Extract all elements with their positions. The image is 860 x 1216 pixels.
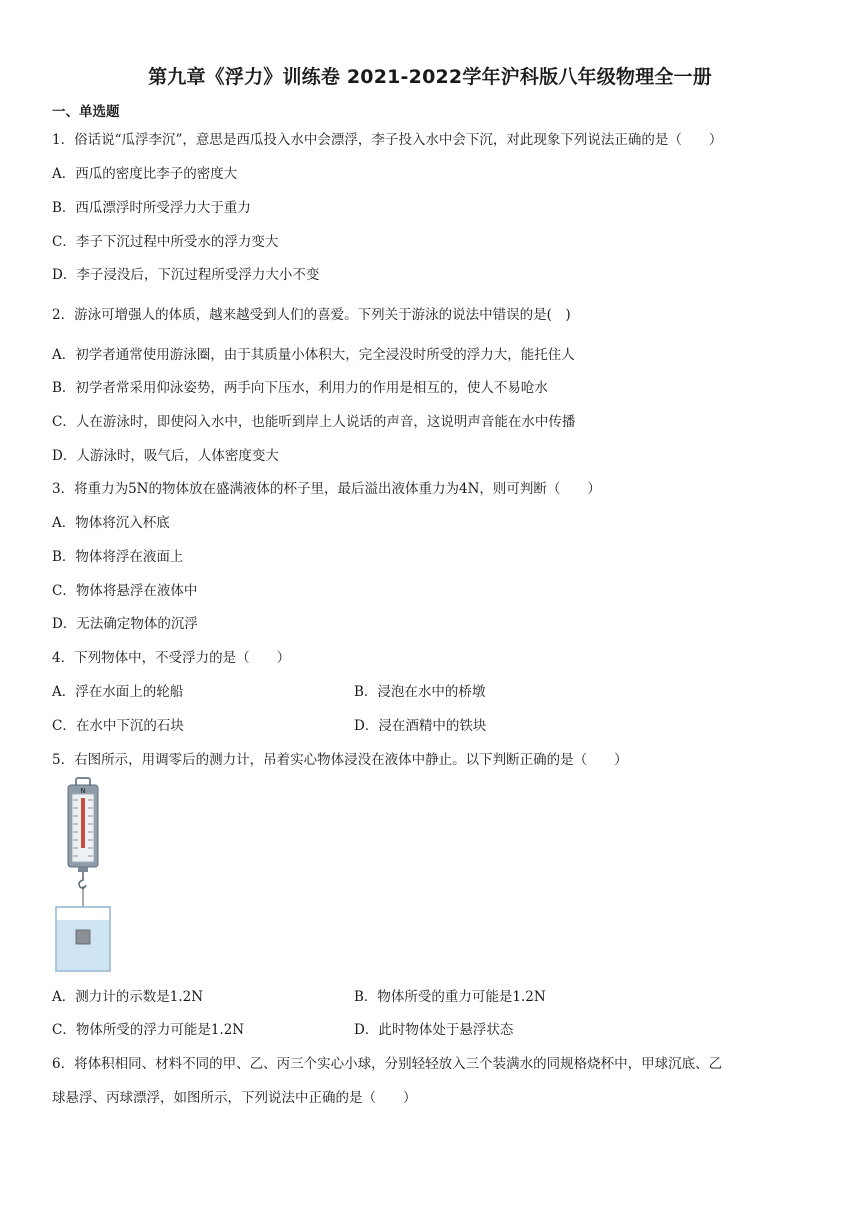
page-title: 第九章《浮力》训练卷 2021-2022学年沪科版八年级物理全一册: [148, 66, 712, 88]
question-4-option-c: C．在水中下沉的石块: [52, 718, 184, 734]
question-5-option-c: C．物体所受的浮力可能是1.2N: [52, 1022, 245, 1038]
question-4-option-d: D．浸在酒精中的铁块: [354, 718, 487, 734]
question-3-option-c: C．物体将悬浮在液体中: [52, 583, 198, 599]
hook-icon: [79, 872, 86, 888]
question-6-stem-line-2: 球悬浮、丙球漂浮，如图所示，下列说法中正确的是（ ）: [52, 1090, 417, 1106]
section-heading: 一、单选题: [52, 104, 120, 120]
spring-scale-figure: [50, 776, 116, 976]
question-2-option-a: A．初学者通常使用游泳圈，由于其质量小体积大，完全浸没时所受的浮力大，能托住人: [52, 347, 575, 363]
question-1-option-b: B．西瓜漂浮时所受浮力大于重力: [52, 200, 251, 216]
question-5-option-a: A．测力计的示数是1.2N: [52, 989, 204, 1005]
question-2-option-b: B．初学者常采用仰泳姿势，两手向下压水，利用力的作用是相互的，使人不易呛水: [52, 380, 548, 396]
question-1-option-a: A．西瓜的密度比李子的密度大: [52, 166, 238, 182]
question-5-stem: 5．右图所示，用调零后的测力计，吊着实心物体浸没在液体中静止。以下判断正确的是（ ）: [52, 752, 628, 768]
question-3-option-a: A．物体将沉入杯底: [52, 515, 170, 531]
question-3-option-b: B．物体将浮在液面上: [52, 549, 184, 565]
solid-object-icon: [76, 930, 90, 944]
question-4-option-a: A．浮在水面上的轮船: [52, 684, 184, 700]
liquid-fill: [57, 920, 109, 970]
question-1-stem: 1．俗话说“瓜浮李沉”，意思是西瓜投入水中会漂浮，李子投入水中会下沉，对此现象下列说法正确的是（ ）: [52, 132, 723, 148]
question-5-option-d: D．此时物体处于悬浮状态: [354, 1022, 514, 1038]
question-2-option-c: C．人在游泳时，即使闷入水中，也能听到岸上人说话的声音，这说明声音能在水中传播: [52, 414, 576, 430]
gauge-indicator: [81, 798, 85, 848]
question-4-stem: 4．下列物体中，不受浮力的是（ ）: [52, 650, 291, 666]
question-2-option-d: D．人游泳时，吸气后，人体密度变大: [52, 448, 279, 464]
question-4-option-b: B．浸泡在水中的桥墩: [354, 684, 486, 700]
question-6-stem-line-1: 6．将体积相同、材料不同的甲、乙、丙三个实心小球，分别轻轻放入三个装满水的同规格烧杯中，甲球沉底、乙: [52, 1056, 723, 1072]
question-3-option-d: D．无法确定物体的沉浮: [52, 616, 198, 632]
question-3-stem: 3．将重力为5N的物体放在盛满液体的杯子里，最后溢出液体重力为4N，则可判断（ ）: [52, 481, 601, 497]
question-5-option-b: B．物体所受的重力可能是1.2N: [354, 989, 546, 1005]
question-1-option-d: D．李子浸没后，下沉过程所受浮力大小不变: [52, 267, 320, 283]
question-1-option-c: C．李子下沉过程中所受水的浮力变大: [52, 234, 279, 250]
question-2-stem: 2．游泳可增强人的体质，越来越受到人们的喜爱。下列关于游泳的说法中错误的是( ): [52, 307, 571, 323]
spring-scale-diagram: [50, 776, 116, 976]
gauge-unit-label: N: [80, 787, 86, 795]
